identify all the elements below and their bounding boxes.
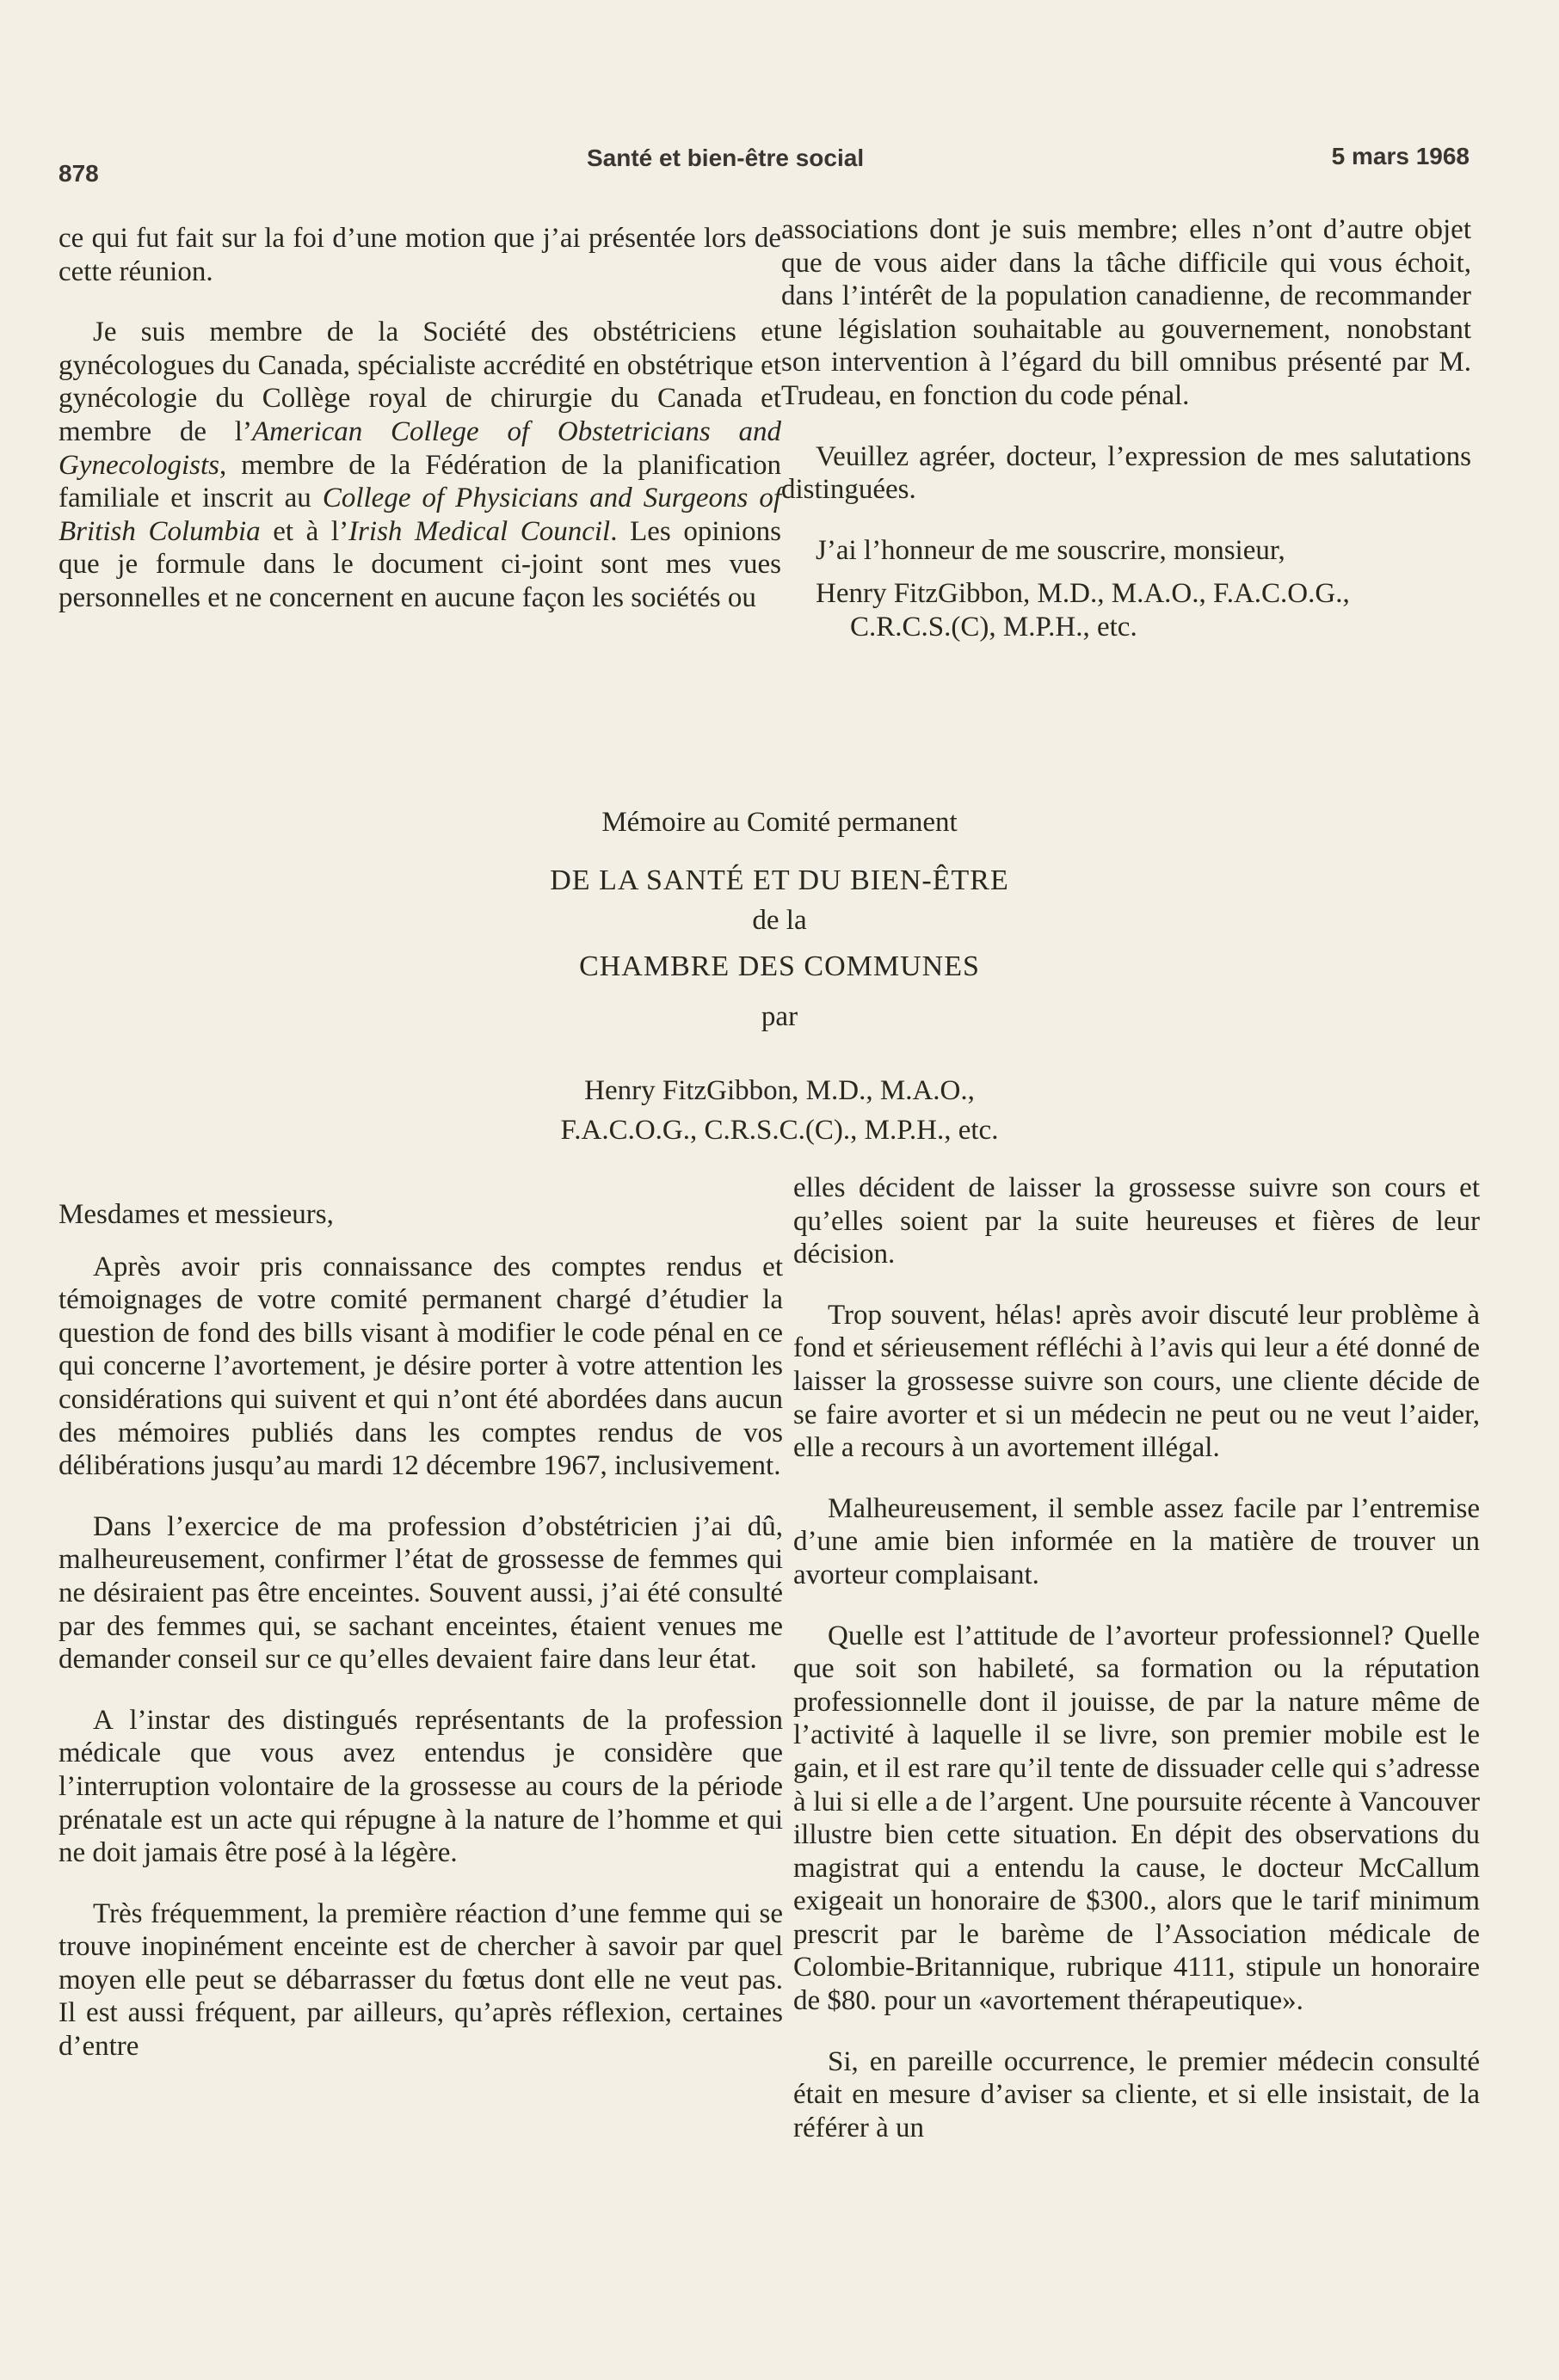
memo-paragraph: Si, en pareille occurrence, le premier médecin consulté était en mesure d’aviser sa cliente, et si elle insistait, de la référer à un bbox=[793, 2045, 1480, 2143]
memo-paragraph: Trop souvent, hélas! après avoir discuté leur problème à fond et sérieusement réfléchi à l’avis qui leur a été donné de laisser la grossesse suivre son cours, une cliente décide de se faire avorter et si un médecin ne peut ou ne veut l’aider, elle a recours à un avortement illégal. bbox=[793, 1299, 1480, 1464]
memo-paragraph: Après avoir pris connaissance des comptes rendus et témoignages de votre comité permanent chargé d’étudier la question de fond des bills visant à modifier le code pénal en ce qui concerne l’avortement, je désire porter à votre attention les considérations qui suivent et qui n’ont été abordées dans aucun des mémoires publiés dans les comptes rendus de vos délibérations jusqu’au mardi 12 décembre 1967, inclusivement. bbox=[59, 1251, 783, 1482]
memo-committee-name: DE LA SANTÉ ET DU BIEN-ÊTRE bbox=[550, 864, 1009, 896]
signature-line: Henry FitzGibbon, M.D., M.A.O., F.A.C.O.G., bbox=[816, 578, 1350, 610]
memo-paragraph: Quelle est l’attitude de l’avorteur professionnel? Quelle que soit son habileté, sa formation ou la réputation professionnelle dont il jouisse, de par la nature même de l’activité à laquelle il se livre, son premier mobile est le gain, et il est rare qu’il tente de dissuader celle qui s’adresse à lui si elle a de l’argent. Une poursuite récente à Vancouver illustre bien cette situation. En dépit des observations du magistrat qui a entendu la cause, le docteur McCallum exigeait un honoraire de $300., alors que le tarif minimum prescrit par le barème de l’Association médicale de Colombie-Britannique, rubrique 4111, stipule un honoraire de $80. pour un «avortement thérapeutique». bbox=[793, 1620, 1480, 2017]
salutation: Mesdames et messieurs, bbox=[59, 1199, 334, 1230]
letter-right-column bbox=[781, 213, 1471, 644]
memo-title-line: Mémoire au Comité permanent bbox=[601, 807, 958, 838]
memo-house-name: CHAMBRE DES COMMUNES bbox=[579, 950, 980, 982]
running-header bbox=[59, 138, 1470, 187]
page-number: 878 bbox=[59, 160, 99, 187]
letter-paragraph-membership: Je suis membre de la Société des obstétriciens et gynécologues du Canada, spécialiste accrédité en obstétrique et gynécologie du Collège royal de chirurgie du Canada et membre de l’American College of Obstetricians and Gynecologists, membre de la Fédération de la planification familiale et inscrit au College of Physicians and Surgeons of British Columbia et à l’Irish Medical Council. Les opinions que je formule dans le document ci-joint sont mes vues personnelles et ne concernent en aucune façon les sociétés ou bbox=[59, 317, 782, 613]
memo-title-line: de la bbox=[752, 905, 807, 936]
memo-right-column bbox=[793, 1172, 1480, 2144]
memo-paragraph: Très fréquemment, la première réaction d’une femme qui se trouve inopinément enceinte est de chercher à savoir par quel moyen elle peut se débarrasser du fœtus dont elle ne veut pas. Il est aussi fréquent, par ailleurs, qu’après réflexion, certaines d’entre bbox=[59, 1897, 783, 2063]
signature-credentials: C.R.C.S.(C), M.P.H., etc. bbox=[850, 611, 1137, 643]
memo-paragraph: A l’instar des distingués représentants de la profession médicale que vous avez entendus je considère que l’interruption volontaire de la grossesse au cours de la période prénatale est un acte qui répugne à la nature de l’homme et qui ne doit jamais être posé à la légère. bbox=[59, 1704, 783, 1869]
memo-left-column bbox=[59, 1198, 783, 2063]
memo-paragraph: elles décident de laisser la grossesse suivre son cours et qu’elles soient par la suite heureuses et fières de leur décision. bbox=[793, 1172, 1480, 1270]
memo-paragraph: Dans l’exercice de ma profession d’obstétricien j’ai dû, malheureusement, confirmer l’état de grossesse de femmes qui ne désiraient pas être enceintes. Souvent aussi, j’ai été consulté par des femmes qui, se sachant enceintes, étaient venues me demander conseil sur ce qu’elles devaient faire dans leur état. bbox=[59, 1510, 783, 1676]
letter-paragraph: ce qui fut fait sur la foi d’une motion que j’ai présentée lors de cette réunion. bbox=[59, 223, 781, 287]
header-date: 5 mars 1968 bbox=[1331, 143, 1470, 169]
running-title: Santé et bien-être social bbox=[587, 145, 865, 171]
letter-paragraph: associations dont je suis membre; elles n’ont d’autre objet que de vous aider dans la tâche difficile qui vous échoit, dans l’intérêt de la population canadienne, de recommander une législation souhaitable au gouvernement, nonobstant son intervention à l’égard du bill omnibus présenté par M. Trudeau, en fonction du code pénal. bbox=[781, 214, 1471, 411]
memo-author-credentials: F.A.C.O.G., C.R.S.C.(C)., M.P.H., etc. bbox=[560, 1115, 999, 1146]
memo-paragraph: Malheureusement, il semble assez facile par l’entremise d’une amie bien informée en la matière de trouver un avorteur complaisant. bbox=[793, 1492, 1480, 1590]
memo-title-line: par bbox=[761, 1001, 798, 1032]
letter-paragraph: Veuillez agréer, docteur, l’expression de mes salutations distinguées. bbox=[781, 440, 1471, 506]
letter-left-column bbox=[59, 222, 781, 615]
memo-author: Henry FitzGibbon, M.D., M.A.O., bbox=[584, 1075, 975, 1106]
letter-closing: J’ai l’honneur de me souscrire, monsieur, bbox=[816, 534, 1285, 566]
